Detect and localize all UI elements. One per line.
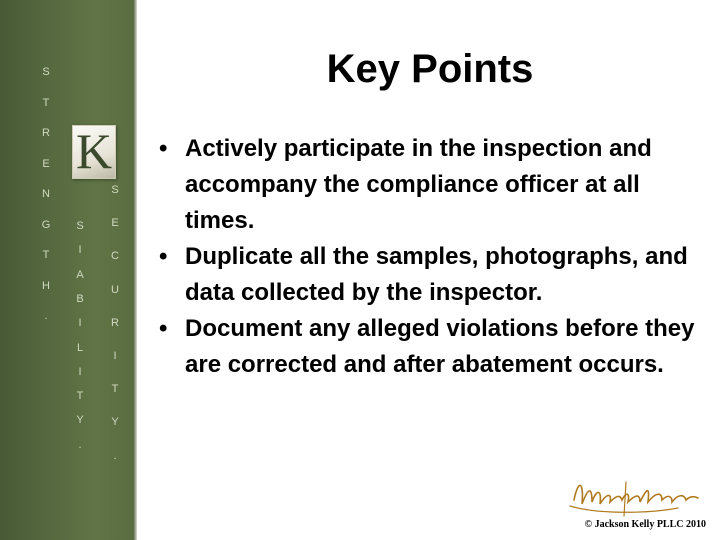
- jackson-kelly-logo: [72, 125, 116, 179]
- bullet-dot: •: [159, 243, 168, 270]
- sidebar-letter: B: [76, 292, 84, 305]
- sidebar-edge: [133, 0, 137, 540]
- sidebar-panel: [0, 0, 135, 540]
- sidebar-letter: I: [78, 244, 82, 257]
- bullet-text: Actively participate in the inspection and accompany the compliance officer at all times.: [185, 135, 652, 234]
- sidebar-letter: T: [111, 383, 119, 396]
- sidebar-letter: I: [78, 317, 82, 330]
- signature-logo: [566, 470, 706, 522]
- sidebar-letter: .: [113, 449, 117, 462]
- sidebar-letter: I: [113, 350, 117, 362]
- sidebar-letter: .: [44, 310, 48, 322]
- sidebar-letter: S: [42, 66, 50, 78]
- sidebar-letter: R: [42, 127, 50, 139]
- bullet-text: Document any alleged violations before they are corrected and after abatement occurs.: [185, 315, 695, 378]
- sidebar-letter: G: [41, 218, 51, 231]
- bullet-item: [155, 239, 700, 311]
- bullet-item: [155, 311, 700, 383]
- sidebar-letter: I: [78, 365, 82, 378]
- sidebar-letter: E: [42, 157, 50, 170]
- sidebar-letter: E: [111, 217, 119, 230]
- sidebar-letter: T: [42, 96, 50, 109]
- sidebar-letter: T: [42, 249, 50, 261]
- bullet-dot: •: [159, 135, 168, 162]
- sidebar-letter: Y: [111, 416, 119, 429]
- sidebar-letter: A: [76, 268, 84, 281]
- sidebar-letter: H: [42, 279, 50, 292]
- sidebar-letter: C: [111, 250, 119, 263]
- sidebar-letter: L: [76, 341, 84, 354]
- sidebar-letter: .: [78, 438, 82, 451]
- sidebar-letter: S: [111, 184, 119, 196]
- bullet-dot: •: [159, 315, 168, 342]
- sidebar-letter: N: [42, 188, 50, 200]
- sidebar-letter: U: [111, 283, 119, 296]
- sidebar-letter: R: [111, 316, 119, 329]
- bullet-text: Duplicate all the samples, photographs, and data collected by the inspector.: [185, 243, 688, 306]
- sidebar-letter: T: [76, 390, 84, 403]
- logo-letter: K: [75, 123, 113, 179]
- copyright-notice: © Jackson Kelly PLLC 2010: [584, 519, 706, 530]
- bullet-item: [155, 131, 700, 239]
- sidebar-letter: S: [76, 220, 84, 232]
- sidebar-letter: Y: [76, 414, 84, 427]
- bullet-list: [155, 131, 700, 383]
- slide-title: Key Points: [326, 47, 534, 91]
